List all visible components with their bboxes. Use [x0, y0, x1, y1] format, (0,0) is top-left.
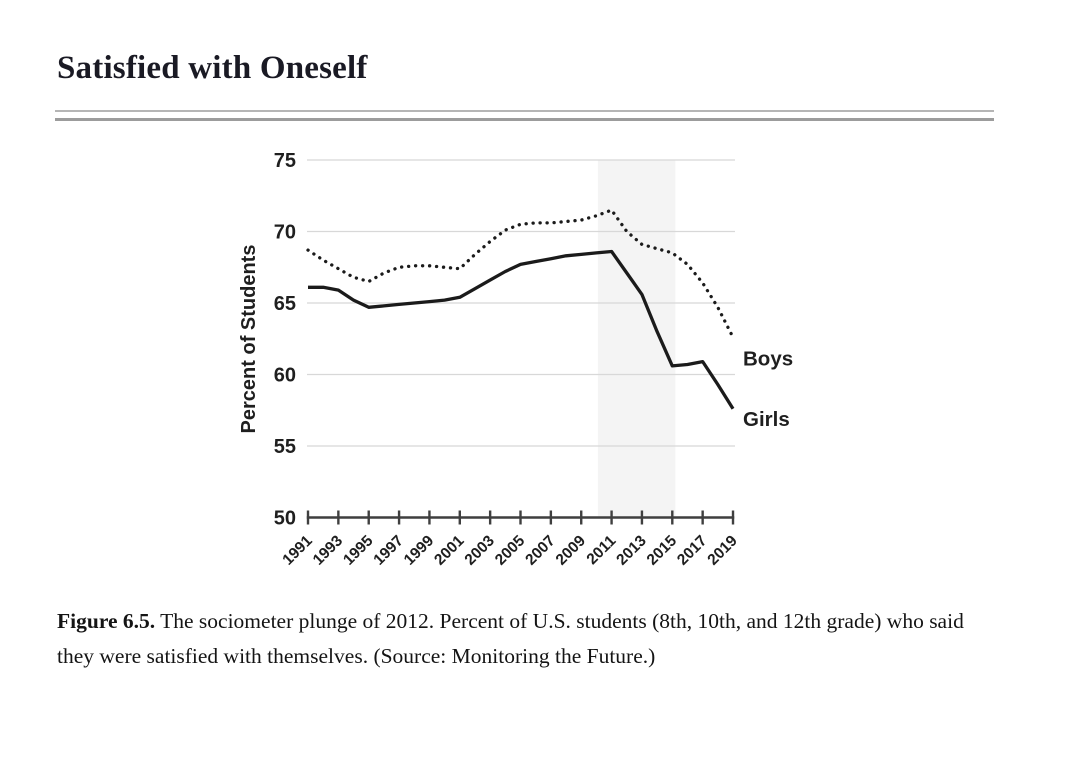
x-tick-label: 2013 — [613, 532, 650, 569]
x-tick-label: 2017 — [674, 532, 711, 569]
figure-caption-label: Figure 6.5. — [57, 609, 156, 633]
x-tick-label: 1995 — [340, 532, 377, 569]
page-title: Satisfied with Oneself — [57, 50, 368, 86]
y-tick-label: 75 — [273, 150, 296, 172]
line-chart — [230, 140, 820, 585]
x-tick-label: 2001 — [431, 532, 468, 569]
series-label-girls: Girls — [743, 407, 790, 431]
x-tick-label: 2009 — [552, 532, 590, 569]
x-tick-label: 1993 — [309, 532, 347, 569]
x-tick-label: 2005 — [491, 532, 529, 569]
y-tick-label: 60 — [273, 364, 296, 387]
highlight-band-2012-plunge — [598, 161, 675, 518]
x-tick-label: 1997 — [370, 532, 407, 569]
x-tick-label: 2003 — [461, 532, 498, 569]
x-tick-label: 2011 — [583, 532, 620, 569]
figure-caption-text: The sociometer plunge of 2012. Percent of U.S. students (8th, 10th, and 12th grade) who said they were satisfied with themselves. (Source: Monitoring the Future.) — [57, 609, 964, 668]
x-tick-label: 1991 — [279, 532, 316, 569]
figure-caption — [57, 604, 1002, 674]
x-tick-label: 2007 — [522, 532, 559, 569]
title-divider-rule — [55, 110, 994, 121]
series-label-boys: Boys — [743, 347, 794, 371]
y-tick-label: 55 — [273, 436, 296, 458]
x-tick-label: 2015 — [643, 532, 681, 569]
x-tick-label: 2019 — [704, 532, 741, 569]
y-tick-label: 70 — [273, 221, 296, 244]
y-axis-title: Percent of Students — [238, 244, 260, 434]
y-tick-label: 50 — [273, 507, 296, 530]
y-tick-label: 65 — [273, 293, 296, 315]
x-tick-label: 1999 — [400, 532, 438, 569]
